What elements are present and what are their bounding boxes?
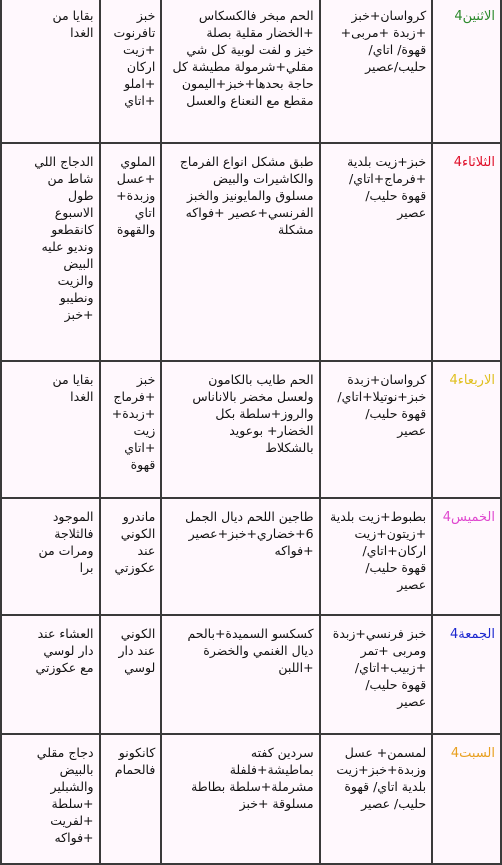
dinner-text: بقايا من الغدا: [52, 8, 94, 40]
snack-text: الملوي +عسل وزبدة+ اتاي والقهوة: [116, 154, 156, 237]
day-cell: [432, 615, 501, 734]
day-cell: [432, 734, 501, 864]
lunch-cell: [161, 498, 319, 615]
table-row: [1, 734, 501, 864]
dinner-cell: [1, 498, 100, 615]
lunch-cell: [161, 0, 319, 143]
lunch-text: طبق مشكل انواع الفرماج والكاشيرات والبيض مسلوق والمايونيز والخبز الفرنسي+عصير +فواكه مشكلة: [179, 154, 314, 237]
day-label: الاربعاء4: [449, 373, 495, 388]
table-row: [1, 361, 501, 498]
breakfast-text: بطبوط+زيت بلدية +زيتون+زيت اركان+اتاي/ قهوة حليب/ عصير: [330, 509, 427, 592]
dinner-text: العشاء عند دار لوسي مع عكوزتي: [35, 626, 94, 675]
lunch-text: الحم مبخر فالكسكاس +الخضار مقلية بصلة خيز و لفت لوبية كل شي مقلي+شرمولة مطيشة كل حاجة بحدها+خبز+اليمون مقطع مع النعناع والعسل: [172, 8, 314, 108]
dinner-cell: [1, 361, 100, 498]
lunch-cell: [161, 361, 319, 498]
day-label: الاثنين4: [454, 9, 495, 24]
breakfast-cell: [320, 0, 433, 143]
snack-text: خبز تافرنوت +زيت اركان +املو +اتاي: [113, 8, 156, 108]
dinner-cell: [1, 734, 100, 864]
dinner-cell: [1, 143, 100, 361]
table-row: [1, 498, 501, 615]
table-row: [1, 143, 501, 361]
lunch-text: كسكسو السميدة+بالحم ديال الغنمي والخضرة +اللبن: [187, 626, 314, 675]
breakfast-cell: [320, 143, 433, 361]
day-label: الخميس4: [442, 510, 495, 525]
day-cell: [432, 361, 501, 498]
lunch-cell: [161, 143, 319, 361]
snack-cell: [100, 361, 162, 498]
breakfast-cell: [320, 615, 433, 734]
day-cell: [432, 498, 501, 615]
breakfast-cell: [320, 734, 433, 864]
day-label: السبت4: [450, 746, 495, 761]
snack-cell: [100, 498, 162, 615]
dinner-cell: [1, 615, 100, 734]
snack-cell: [100, 143, 162, 361]
snack-cell: [100, 734, 162, 864]
day-cell: [432, 0, 501, 143]
breakfast-text: كرواسان+خبز +زبدة +مربى+ قهوة/ اتاي/ حليب/عصير: [340, 8, 427, 74]
snack-text: كانكونو فالحمام: [114, 745, 156, 777]
dinner-text: الدجاج اللي شاط من طول الاسبوع كانقطعو ونديو عليه البيض والزيت ونطيبو +خبز: [34, 154, 94, 322]
snack-text: خبز +فرماج +زبدة+ زيت +اتاي قهوة: [111, 372, 156, 472]
snack-text: ماندرو الكوني عند عكوزتي: [114, 509, 156, 575]
day-cell: [432, 143, 501, 361]
lunch-cell: [161, 615, 319, 734]
snack-cell: [100, 0, 162, 143]
breakfast-text: خبز فرنسي+زبدة ومربى +تمر +زبيب+اتاي/ قهوة حليب/ عصير: [332, 626, 427, 709]
dinner-text: دجاج مقلي بالبيض والشبلير +سلطة +لفريت +فواكه: [36, 745, 94, 845]
day-label: الجمعة4: [449, 627, 495, 642]
table-row: [1, 0, 501, 143]
snack-text: الكوني عند دار لوسي: [118, 626, 156, 675]
day-label: الثلاثاء4: [453, 155, 495, 170]
breakfast-cell: [320, 498, 433, 615]
breakfast-text: خبز+زيت بلدية +فرماج+اتاي/ قهوة حليب/ عصير: [347, 154, 427, 220]
dinner-text: بقايا من الغدا: [52, 372, 94, 404]
lunch-cell: [161, 734, 319, 864]
breakfast-cell: [320, 361, 433, 498]
table-row: [1, 615, 501, 734]
breakfast-text: كرواسان+زبدة خبز+نوتيلا+اتاي/ قهوة حليب/ عصير: [337, 372, 427, 438]
lunch-text: سردين كفته بماطيشة+فلفلة مشرملة+سلطة بطاطة مسلوقة +خبز: [191, 745, 314, 811]
breakfast-text: لمسمن+ عسل وزبدة+خبز+زيت بلدية اتاي/ قهوة حليب/ عصير: [336, 745, 427, 811]
lunch-text: طاجين اللحم ديال الجمل 6+خضاري+خبز+عصير +فواكه: [185, 509, 314, 558]
dinner-cell: [1, 0, 100, 143]
snack-cell: [100, 615, 162, 734]
lunch-text: الحم طايب بالكامون ولعسل مخضر بالاناناس والروز+سلطة بكل الخضار+ بوعويد بالشكلاط: [192, 372, 314, 455]
dinner-text: الموجود فالثلاجة ومرات من برا: [38, 509, 94, 575]
